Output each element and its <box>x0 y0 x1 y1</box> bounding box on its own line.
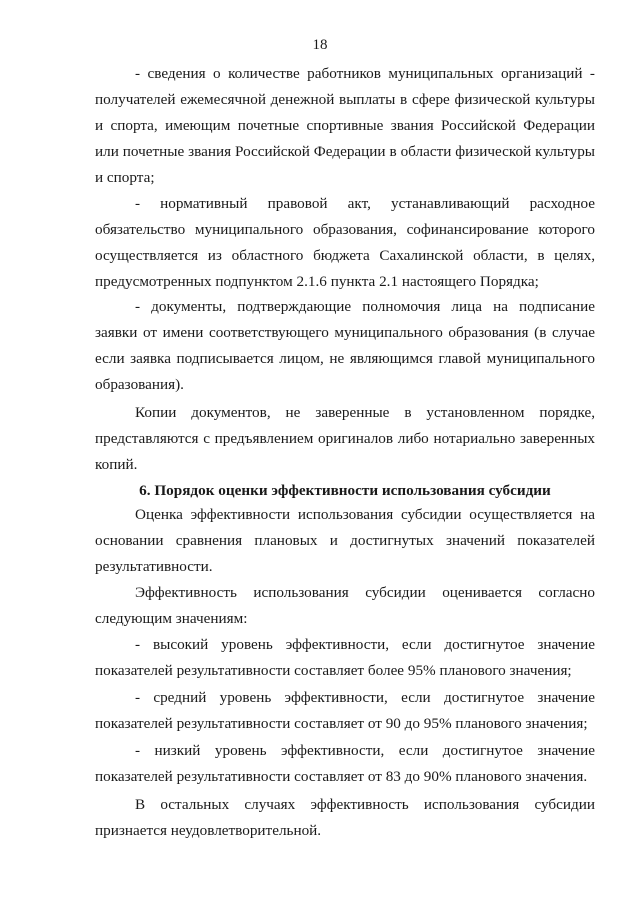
paragraph-info-employees: - сведения о количестве работников муниципальных организаций - получателей ежемесячной денежной выплаты в сфере физической культуры и спорта, имеющим почетные спортивные звания Российской Федерации или почетные звания Российской Федерации в области физической культуры и спорта; <box>95 65 595 186</box>
paragraph-low-level: - низкий уровень эффективности, если достигнутое значение показателей результативности составляет от 83 до 90% планового значения. <box>95 742 595 785</box>
paragraph-unsatisfactory: В остальных случаях эффективность использования субсидии признается неудовлетворительной. <box>95 796 595 839</box>
paragraph-high-level: - высокий уровень эффективности, если достигнутое значение показателей результативности составляет более 95% планового значения; <box>95 636 595 679</box>
paragraph-evaluation-basis: Оценка эффективности использования субсидии осуществляется на основании сравнения плановых и достигнутых значений показателей результативности. <box>95 506 595 575</box>
paragraph-medium-level: - средний уровень эффективности, если достигнутое значение показателей результативности составляет от 90 до 95% планового значения; <box>95 689 595 732</box>
paragraph-copies: Копии документов, не заверенные в установленном порядке, представляются с предъявлением оригиналов либо нотариально заверенных копий. <box>95 404 595 473</box>
paragraph-authority-documents: - документы, подтверждающие полномочия лица на подписание заявки от имени соответствующего муниципального образования (в случае если заявка подписывается лицом, не являющимся главой муниципального образования). <box>95 298 595 393</box>
paragraph-normative-act: - нормативный правовой акт, устанавливающий расходное обязательство муниципального образования, софинансирование которого осуществляется из областного бюджета Сахалинской области, в целях, предусмотренных подпунктом 2.1.6 пункта 2.1 настоящего Порядка; <box>95 195 595 290</box>
page-number: 18 <box>312 37 328 53</box>
section-heading: 6. Порядок оценки эффективности использования субсидии <box>139 482 551 499</box>
paragraph-evaluation-values: Эффективность использования субсидии оценивается согласно следующим значениям: <box>95 584 595 627</box>
